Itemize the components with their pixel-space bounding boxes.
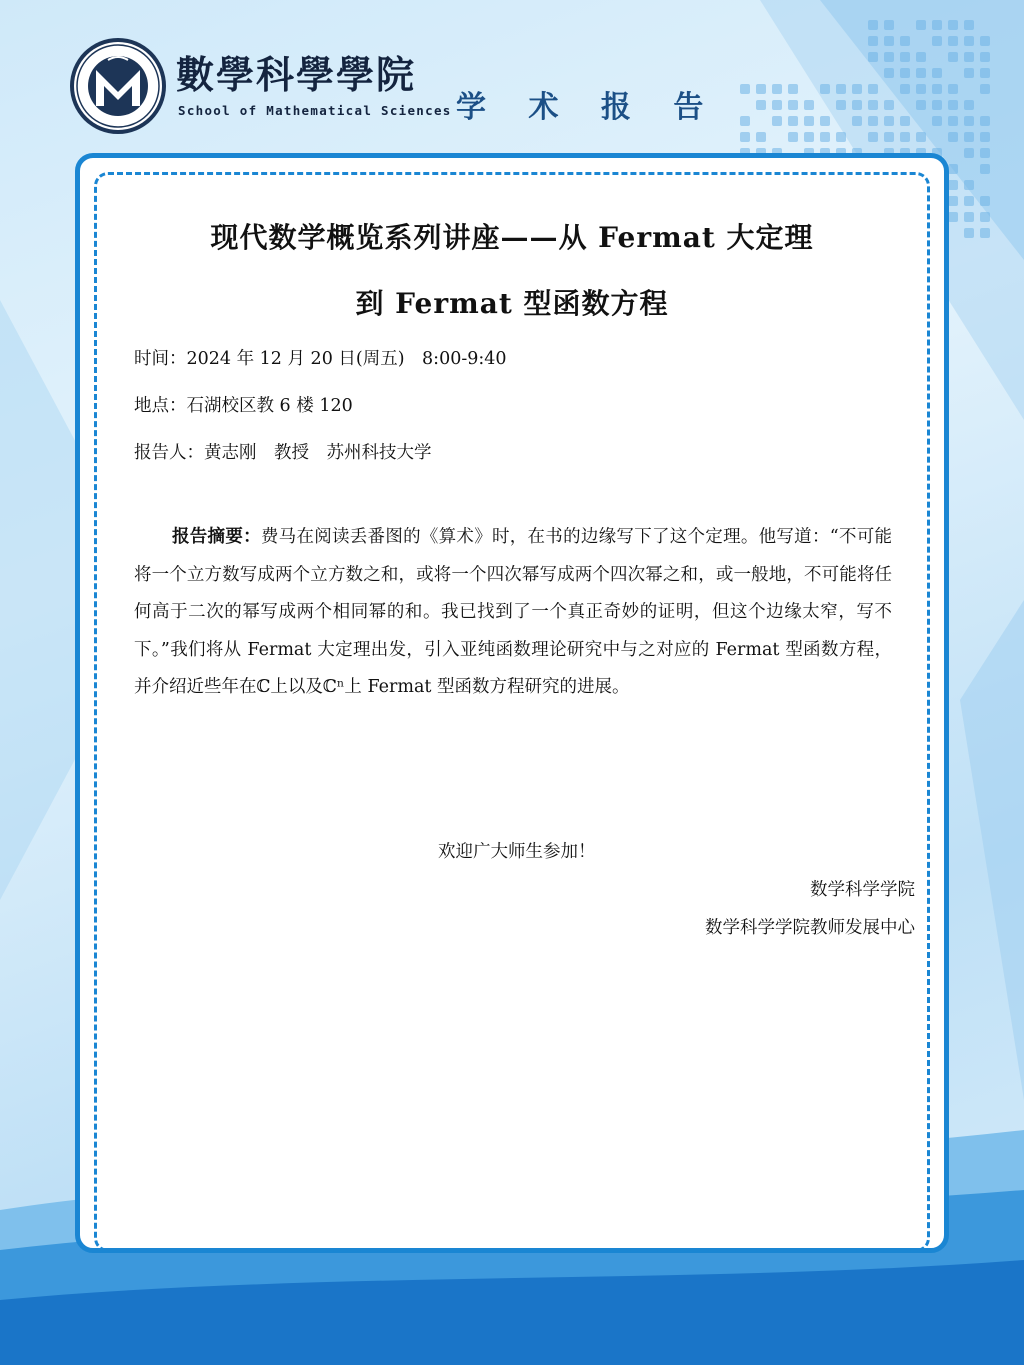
decor-dot — [772, 84, 782, 94]
decor-dot — [772, 100, 782, 110]
lecture-time: 时间：2024 年 12 月 20 日(周五) 8:00-9:40 — [134, 349, 507, 369]
decor-dot — [964, 132, 974, 142]
decor-dot — [916, 100, 926, 110]
decor-dot — [980, 116, 990, 126]
decor-dot — [756, 132, 766, 142]
welcome-text: 欢迎广大师生参加！ — [438, 842, 596, 862]
decor-dot — [948, 132, 958, 142]
decor-dot — [852, 100, 862, 110]
decor-dot — [900, 68, 910, 78]
decor-dot — [948, 36, 958, 46]
decor-dot — [916, 132, 926, 142]
decor-dot — [868, 100, 878, 110]
lecture-title-line2: 到 Fermat 型函数方程 — [355, 287, 669, 320]
decor-dot — [980, 196, 990, 206]
decor-dot — [900, 52, 910, 62]
abstract-label: 报告摘要： — [172, 527, 261, 547]
decor-dot — [964, 68, 974, 78]
decor-dot — [868, 52, 878, 62]
school-logo-seal — [68, 36, 168, 136]
decor-dot — [964, 196, 974, 206]
academic-report-label: 学 术 报 告 — [456, 90, 720, 125]
decor-dot — [740, 132, 750, 142]
decor-dot — [932, 116, 942, 126]
organizer-1: 数学科学学院 — [810, 880, 915, 900]
organizer-2: 数学科学学院教师发展中心 — [705, 918, 915, 938]
lecture-abstract — [134, 519, 892, 707]
school-name-en: School of Mathematical Sciences — [178, 103, 452, 118]
decor-dot — [740, 84, 750, 94]
decor-dot — [948, 84, 958, 94]
decor-dot — [900, 36, 910, 46]
lecture-place: 地点：石湖校区教 6 楼 120 — [134, 396, 353, 416]
decor-dot — [932, 68, 942, 78]
decor-dot — [868, 116, 878, 126]
decor-dot — [948, 164, 958, 174]
decor-dot — [948, 180, 958, 190]
decor-dot — [964, 20, 974, 30]
decor-dot — [916, 20, 926, 30]
decor-dot — [884, 100, 894, 110]
decor-dot — [980, 148, 990, 158]
decor-dot — [868, 84, 878, 94]
decor-dot — [884, 36, 894, 46]
decor-dot — [836, 100, 846, 110]
decor-dot — [964, 212, 974, 222]
lecture-title-line1: 现代数学概览系列讲座——从 Fermat 大定理 — [210, 221, 814, 254]
decor-dot — [852, 84, 862, 94]
decor-dot — [948, 100, 958, 110]
decor-dot — [964, 180, 974, 190]
decor-dot — [964, 228, 974, 238]
decor-dot — [740, 116, 750, 126]
abstract-text: 费马在阅读丢番图的《算术》时，在书的边缘写下了这个定理。他写道：“不可能将一个立方数写成两个立方数之和，或将一个四次幂写成两个四次幂之和，或一般地，不可能将任何高于二次的幂写成两个相同幂的和。我已找到了一个真正奇妙的证明，但这个边缘太窄，写不下。”我们将从 Fermat 大定理出发，引入亚纯函数理论研究中与之对应的 Fermat 型函数方程，并介绍近些年在ℂ上以及ℂⁿ上 Fermat 型函数方程研究的进展。 — [134, 527, 893, 697]
decor-dot — [884, 68, 894, 78]
decor-dot — [964, 148, 974, 158]
decor-dot — [932, 36, 942, 46]
decor-dot — [980, 68, 990, 78]
decor-dot — [980, 228, 990, 238]
decor-dot — [916, 84, 926, 94]
decor-dot — [868, 20, 878, 30]
decor-dot — [932, 20, 942, 30]
decor-dot — [820, 84, 830, 94]
decor-dot — [756, 100, 766, 110]
decor-dot — [948, 196, 958, 206]
decor-dot — [788, 100, 798, 110]
decor-dot — [772, 116, 782, 126]
decor-dot — [788, 116, 798, 126]
decor-dot — [804, 116, 814, 126]
decor-dot — [820, 116, 830, 126]
decor-dot — [884, 52, 894, 62]
decor-dot — [980, 212, 990, 222]
decor-dot — [820, 132, 830, 142]
decor-dot — [964, 52, 974, 62]
decor-dot — [900, 84, 910, 94]
decor-dot — [900, 116, 910, 126]
decor-dot — [932, 84, 942, 94]
decor-dot — [980, 36, 990, 46]
decor-dot — [836, 132, 846, 142]
decor-dot — [788, 84, 798, 94]
lecture-speaker: 报告人：黄志刚 教授 苏州科技大学 — [134, 443, 432, 463]
decor-dot — [964, 100, 974, 110]
decor-dot — [788, 132, 798, 142]
decor-dot — [948, 212, 958, 222]
decor-dot — [964, 36, 974, 46]
decor-dot — [852, 116, 862, 126]
decor-dot — [948, 52, 958, 62]
decor-dot — [804, 132, 814, 142]
decor-dot — [916, 68, 926, 78]
decor-dot — [932, 100, 942, 110]
decor-dot — [884, 20, 894, 30]
decor-dot — [868, 132, 878, 142]
decor-dot — [868, 36, 878, 46]
decor-dot — [804, 100, 814, 110]
decor-dot — [884, 132, 894, 142]
decor-dot — [756, 84, 766, 94]
decor-dot — [964, 116, 974, 126]
decor-dot — [836, 84, 846, 94]
decor-dot — [900, 132, 910, 142]
notice-card-dashed-border — [94, 172, 930, 1252]
decor-dot — [884, 116, 894, 126]
decor-dot — [948, 20, 958, 30]
decor-dot — [980, 164, 990, 174]
decor-dot — [948, 116, 958, 126]
decor-dot — [980, 132, 990, 142]
decor-dot — [916, 52, 926, 62]
decor-dot — [980, 52, 990, 62]
decor-dot — [980, 84, 990, 94]
school-name-cn: 數學科學學院 — [176, 52, 417, 97]
